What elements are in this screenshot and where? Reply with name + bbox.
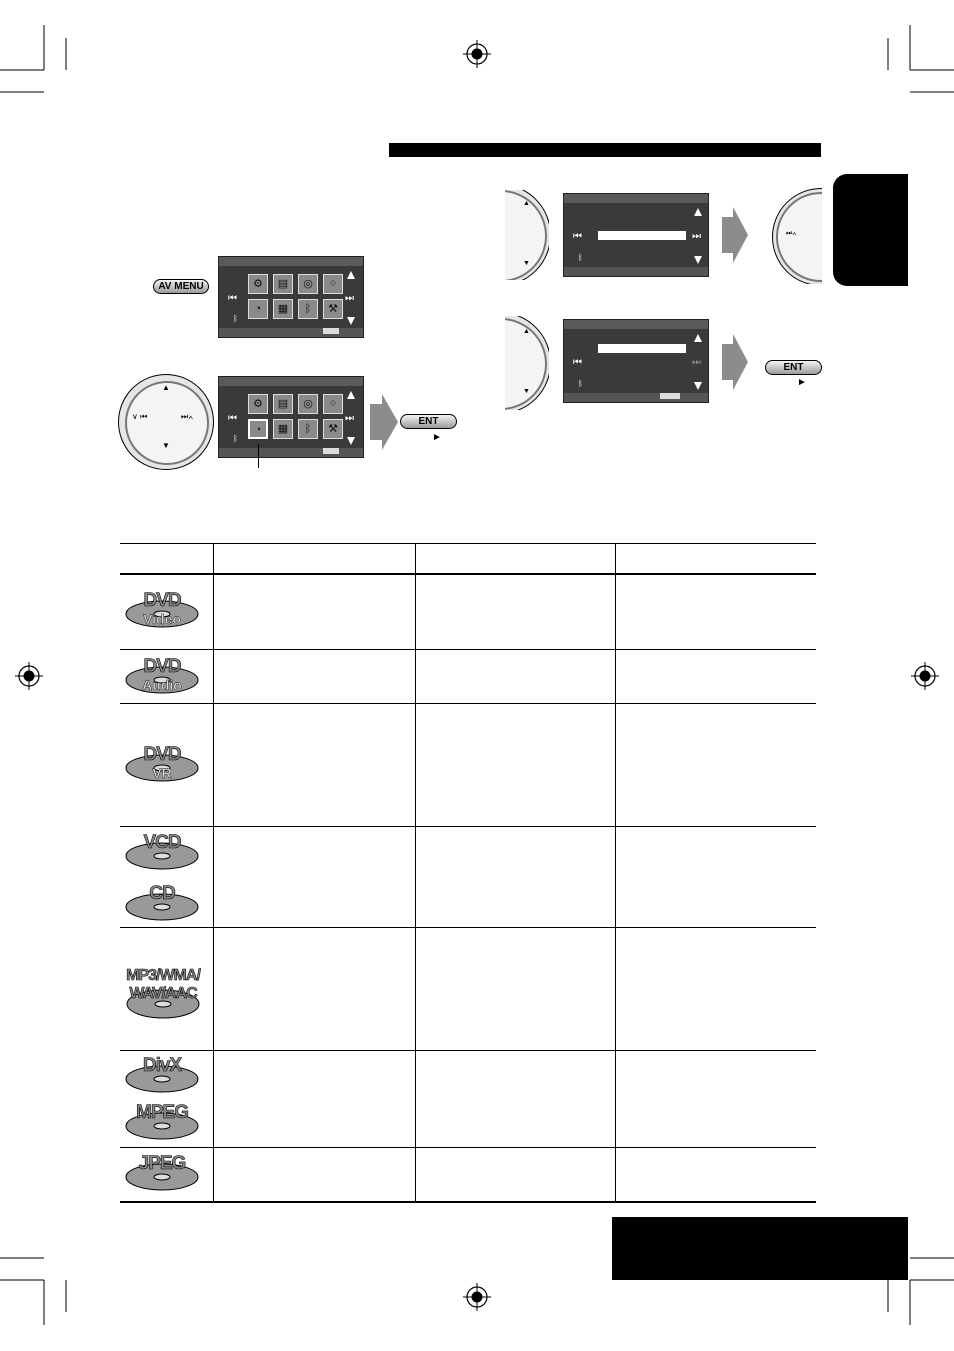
svg-text:⏮: ⏮ bbox=[573, 231, 582, 242]
svg-text:VR: VR bbox=[152, 765, 172, 781]
svg-text:⏭: ⏭ bbox=[345, 293, 354, 304]
disc-setup-icon[interactable]: ◔ bbox=[248, 299, 268, 319]
divx-logo bbox=[122, 1051, 202, 1095]
disc-setup-icon-selected[interactable]: ◔ bbox=[248, 419, 268, 439]
dial-up-glyph[interactable]: ▲ bbox=[162, 383, 170, 392]
callout-line bbox=[258, 444, 259, 468]
settings-icon[interactable]: ⚙ bbox=[248, 274, 268, 294]
speaker-icon[interactable]: ⁘ bbox=[323, 274, 343, 294]
right-arrow-icon bbox=[722, 334, 748, 390]
right-arrow-icon bbox=[370, 394, 398, 450]
mp3-wma-wav-aac-logo bbox=[118, 960, 208, 1022]
svg-text:VCD: VCD bbox=[143, 832, 181, 853]
control-dial[interactable] bbox=[118, 374, 214, 470]
svg-text:⏮: ⏮ bbox=[228, 413, 237, 424]
svg-text:MP3/WMA/: MP3/WMA/ bbox=[126, 967, 200, 984]
bluetooth-icon[interactable]: ᛒ bbox=[298, 299, 318, 319]
svg-text:DVD: DVD bbox=[143, 744, 181, 765]
equalizer-icon[interactable]: ▤ bbox=[273, 274, 293, 294]
section-header-bar bbox=[389, 143, 821, 157]
svg-text:⏭: ⏭ bbox=[692, 231, 701, 242]
play-arrow-1: ► bbox=[432, 432, 442, 443]
registration-mark-top bbox=[463, 40, 491, 68]
tools-icon[interactable]: ⚒ bbox=[323, 419, 343, 439]
tools-icon[interactable]: ⚒ bbox=[323, 299, 343, 319]
dial-down-glyph[interactable]: ▼ bbox=[162, 441, 170, 450]
cd-logo bbox=[122, 879, 202, 923]
screen-glyphs bbox=[219, 257, 363, 337]
list-icon[interactable]: ▦ bbox=[273, 419, 293, 439]
screen-glyphs bbox=[564, 320, 708, 402]
ent-button-2[interactable]: ENT bbox=[765, 360, 822, 375]
play-arrow-2: ► bbox=[797, 377, 807, 388]
svg-text:ᛒ: ᛒ bbox=[578, 379, 583, 388]
svg-text:DVD: DVD bbox=[143, 656, 181, 677]
svg-text:ᛒ: ᛒ bbox=[578, 253, 583, 262]
vcd-logo bbox=[122, 828, 202, 872]
svg-text:WAV/AAC: WAV/AAC bbox=[129, 985, 197, 1002]
speaker-icon[interactable]: ⁘ bbox=[323, 394, 343, 414]
svg-text:CD: CD bbox=[149, 883, 175, 904]
registration-mark-right bbox=[911, 662, 939, 690]
bluetooth-icon[interactable]: ᛒ bbox=[298, 419, 318, 439]
svg-text:DivX: DivX bbox=[142, 1055, 182, 1076]
dvd-video-logo bbox=[122, 586, 202, 632]
svg-text:⏭: ⏭ bbox=[345, 413, 354, 424]
dvd-vr-logo bbox=[122, 740, 202, 786]
av-menu-button[interactable]: AV MENU bbox=[153, 279, 209, 294]
svg-text:ᛒ: ᛒ bbox=[233, 314, 238, 323]
page-number-block bbox=[612, 1217, 908, 1280]
settings-icon[interactable]: ⚙ bbox=[248, 394, 268, 414]
half-dial-left-2[interactable]: ▲ ▼ bbox=[505, 316, 549, 410]
equalizer-icon[interactable]: ▤ bbox=[273, 394, 293, 414]
svg-text:⏮: ⏮ bbox=[228, 293, 237, 304]
svg-text:ᛒ: ᛒ bbox=[233, 434, 238, 443]
dvd-audio-logo bbox=[122, 652, 202, 698]
right-arrow-icon bbox=[722, 207, 748, 263]
list-screen-2 bbox=[563, 319, 709, 403]
language-side-tab bbox=[833, 174, 908, 286]
svg-text:⏭: ⏭ bbox=[692, 357, 701, 368]
svg-text:Audio: Audio bbox=[142, 677, 182, 693]
svg-text:⏮: ⏮ bbox=[573, 357, 582, 368]
sound-icon[interactable]: ◎ bbox=[298, 394, 318, 414]
half-dial-right[interactable]: ⏭∧ bbox=[772, 188, 822, 284]
jpeg-logo bbox=[122, 1149, 202, 1193]
sound-icon[interactable]: ◎ bbox=[298, 274, 318, 294]
list-screen-1 bbox=[563, 193, 709, 277]
mpeg-logo bbox=[122, 1098, 202, 1142]
dial-right-glyph[interactable]: ⏭∧ bbox=[181, 412, 194, 421]
svg-text:DVD: DVD bbox=[143, 590, 181, 611]
screen-glyphs bbox=[564, 194, 708, 276]
screen-glyphs bbox=[219, 377, 363, 457]
half-dial-left-1[interactable]: ▲ ▼ bbox=[505, 190, 549, 280]
svg-text:JPEG: JPEG bbox=[138, 1153, 186, 1174]
list-icon[interactable]: ▦ bbox=[273, 299, 293, 319]
registration-mark-left bbox=[15, 662, 43, 690]
ent-button-1[interactable]: ENT bbox=[400, 414, 457, 429]
menu-screen-2 bbox=[218, 376, 364, 458]
dial-left-glyph[interactable]: ∨ ⏮ bbox=[132, 412, 148, 421]
svg-text:Video: Video bbox=[143, 611, 181, 627]
registration-mark-bottom bbox=[463, 1283, 491, 1311]
svg-text:MPEG: MPEG bbox=[136, 1102, 188, 1123]
menu-screen-1 bbox=[218, 256, 364, 338]
